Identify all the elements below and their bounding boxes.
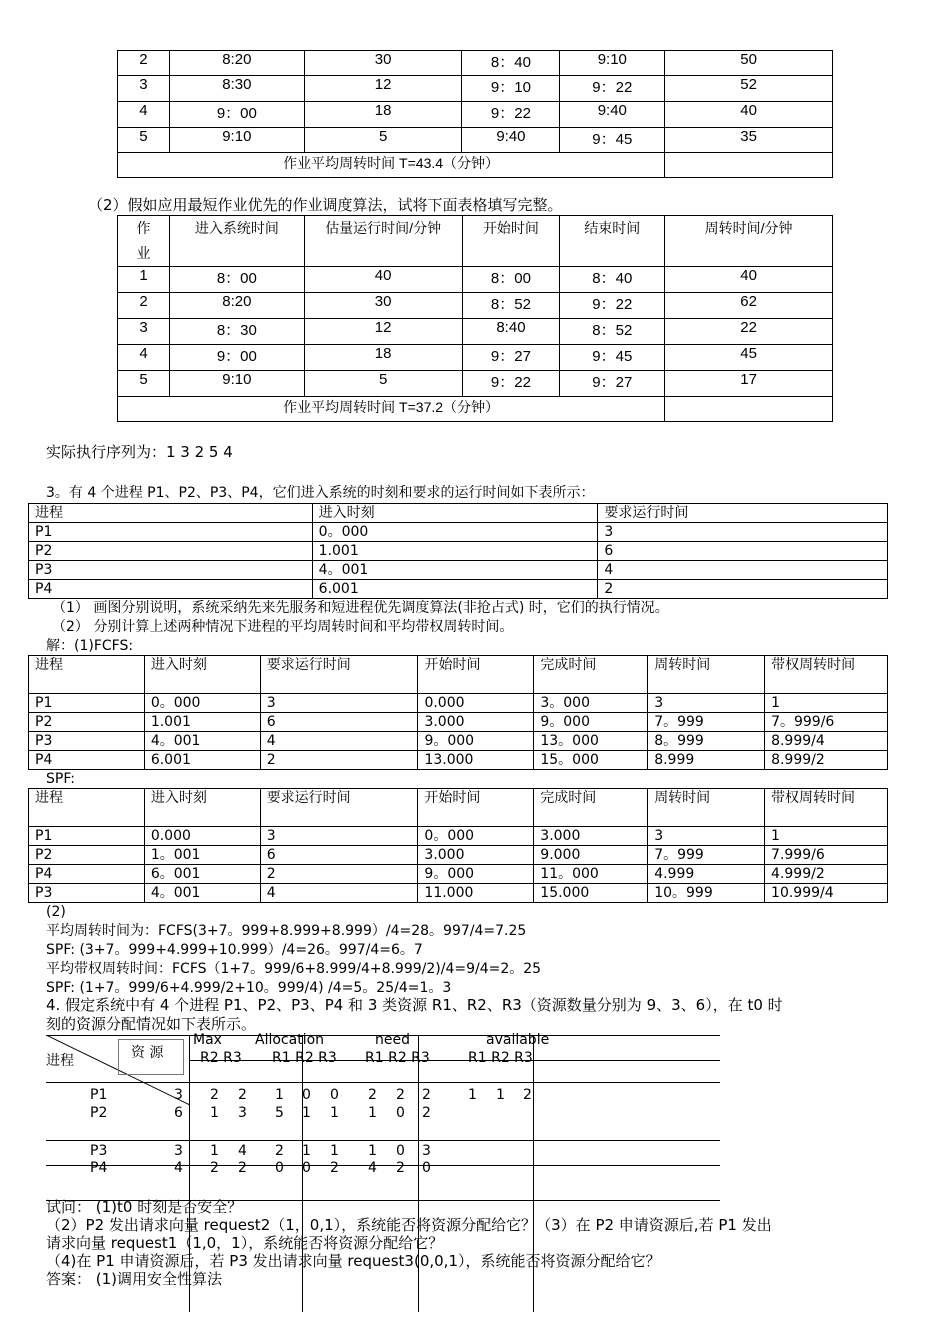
- subheader-available: R1 R2 R3: [468, 1050, 533, 1066]
- subheader-allocation: R1 R2 R3: [272, 1050, 337, 1066]
- table-row: 1 8：00 40 8：00 8：40 40: [118, 267, 833, 293]
- table-row: P1 0.000 3 0。000 3.000 3 1: [29, 827, 888, 846]
- sjf-job-table: [117, 215, 833, 422]
- header-need: need: [375, 1032, 410, 1048]
- table-row: 2 8:20 30 8：40 9:10 50: [118, 51, 833, 76]
- fcfs-job-table: [117, 50, 833, 178]
- spf-result-table: [28, 788, 888, 903]
- q4-line1: 4. 假定系统中有 4 个进程 P1、P2、P3、P4 和 3 类资源 R1、R2、R3（资源数量分别为 9、3、6），在 t0 时: [46, 996, 783, 1014]
- table-header: 作业 进入系统时间 估量运行时间/分钟 开始时间 结束时间 周转时间/分钟: [118, 216, 833, 267]
- avg-turnaround: 作业平均周转时间 T=43.4（分钟）: [118, 153, 665, 178]
- grid-line: [46, 1165, 720, 1166]
- header-available: available: [486, 1032, 550, 1048]
- table-row: 5 9:10 5 9:40 9：45 35: [118, 128, 833, 153]
- table-row: [118, 397, 833, 422]
- header-allocation: Allocation: [255, 1032, 325, 1048]
- table-row: P4 6。001 2 9。000 11。000 4.999 4.999/2: [29, 865, 888, 884]
- table-row: 5 9:10 5 9：22 9：27 17: [118, 371, 833, 397]
- table-row: P3 4。001 4 9。000 13。000 8。999 8.999/4: [29, 732, 888, 751]
- calc-line: SPF: (3+7。999+4.999+10.999）/4=26。997/4=6。7: [46, 942, 423, 958]
- question-2: （2）P2 发出请求向量 request2（1，0,1），系统能否将资源分配给它？（3）在 P2 申请资源后,若 P1 发出: [46, 1216, 772, 1234]
- table-row: P2 1.001 6 3.000 9。000 7。999 7。999/6: [29, 713, 888, 732]
- question-1: 试问： (1)t0 时刻是否安全？: [46, 1198, 243, 1216]
- table-row: P3 4。001 4 11.000 15.000 10。999 10.999/4: [29, 884, 888, 903]
- table-row: [118, 153, 833, 178]
- q3-sub1: （1） 画图分别说明，系统采纳先来先服务和短进程优先调度算法(非抢占式) 时，它们的执行情况。: [52, 600, 669, 616]
- calc-line: SPF: (1+7。999/6+4.999/2+10。999/4) /4=5。25/4=1。3: [46, 980, 452, 996]
- question-2-cont: 请求向量 request1（1,0，1），系统能否将资源分配给它？: [46, 1234, 444, 1252]
- table-row: 4 9：00 18 9：22 9:40 40: [118, 102, 833, 128]
- table-header: 进程 进入时刻 要求运行时间: [29, 504, 888, 523]
- table-row: 2 8:20 30 8：52 9：22 62: [118, 293, 833, 319]
- process-table: [28, 503, 888, 599]
- table-row: P3 4。001 4: [29, 561, 888, 580]
- q4-line2: 刻的资源分配情况如下表所示。: [46, 1015, 257, 1033]
- table-row: P1 0。000 3 0.000 3。000 3 1: [29, 694, 888, 713]
- grid-line: [190, 1060, 720, 1061]
- subheader-need: R1 R2 R3: [365, 1050, 430, 1066]
- grid-line: [46, 1140, 720, 1141]
- avg-turnaround: 作业平均周转时间 T=37.2（分钟）: [118, 397, 665, 422]
- table-row: 4 9：00 18 9：27 9：45 45: [118, 345, 833, 371]
- table-row: P4 6.001 2: [29, 580, 888, 599]
- calc-line: (2): [46, 904, 66, 920]
- fcfs-result-table: [28, 655, 888, 770]
- header-process: 进程: [46, 1053, 74, 1069]
- table-header: 进程 进入时刻 要求运行时间 开始时间 完成时间 周转时间 带权周转时间: [29, 789, 888, 827]
- q3-title: 3。有 4 个进程 P1、P2、P3、P4，它们进入系统的时刻和要求的运行时间如下表所示：: [46, 485, 595, 501]
- calc-line: 平均带权周转时间：FCFS（1+7。999/6+8.999/4+8.999/2)/4=9/4=2。25: [46, 961, 542, 977]
- header-resource: 资 源: [131, 1045, 164, 1061]
- spf-label: SPF:: [46, 771, 76, 787]
- answer-label: 答案： (1)调用安全性算法: [46, 1270, 223, 1288]
- sjf-intro: （2）假如应用最短作业优先的作业调度算法，试将下面表格填写完整。: [88, 196, 563, 214]
- table-row: P1 0。000 3: [29, 523, 888, 542]
- table-row: P2 1.001 6: [29, 542, 888, 561]
- table-row: P2 1。001 6 3.000 9.000 7。999 7.999/6: [29, 846, 888, 865]
- calc-line: 平均周转时间为：FCFS(3+7。999+8.999+8.999）/4=28。997/4=7.25: [46, 923, 527, 939]
- table-row: 3 8:30 12 9：10 9：22 52: [118, 76, 833, 102]
- q3-sub2: （2） 分别计算上述两种情况下进程的平均周转时间和平均带权周转时间。: [52, 619, 514, 635]
- solution-label: 解：(1)FCFS:: [46, 638, 134, 654]
- question-4: （4)在 P1 申请资源后，若 P3 发出请求向量 request3(0,0,1），系统能否将资源分配给它？: [46, 1252, 661, 1270]
- table-row: 3 8：30 12 8:40 8：52 22: [118, 319, 833, 345]
- table-row: P4 6.001 2 13.000 15。000 8.999 8.999/2: [29, 751, 888, 770]
- table-header: 进程 进入时刻 要求运行时间 开始时间 完成时间 周转时间 带权周转时间: [29, 656, 888, 694]
- exec-sequence: 实际执行序列为：1 3 2 5 4: [46, 443, 233, 461]
- header-max: Max: [193, 1032, 222, 1048]
- subheader-max: R2 R3: [200, 1050, 242, 1066]
